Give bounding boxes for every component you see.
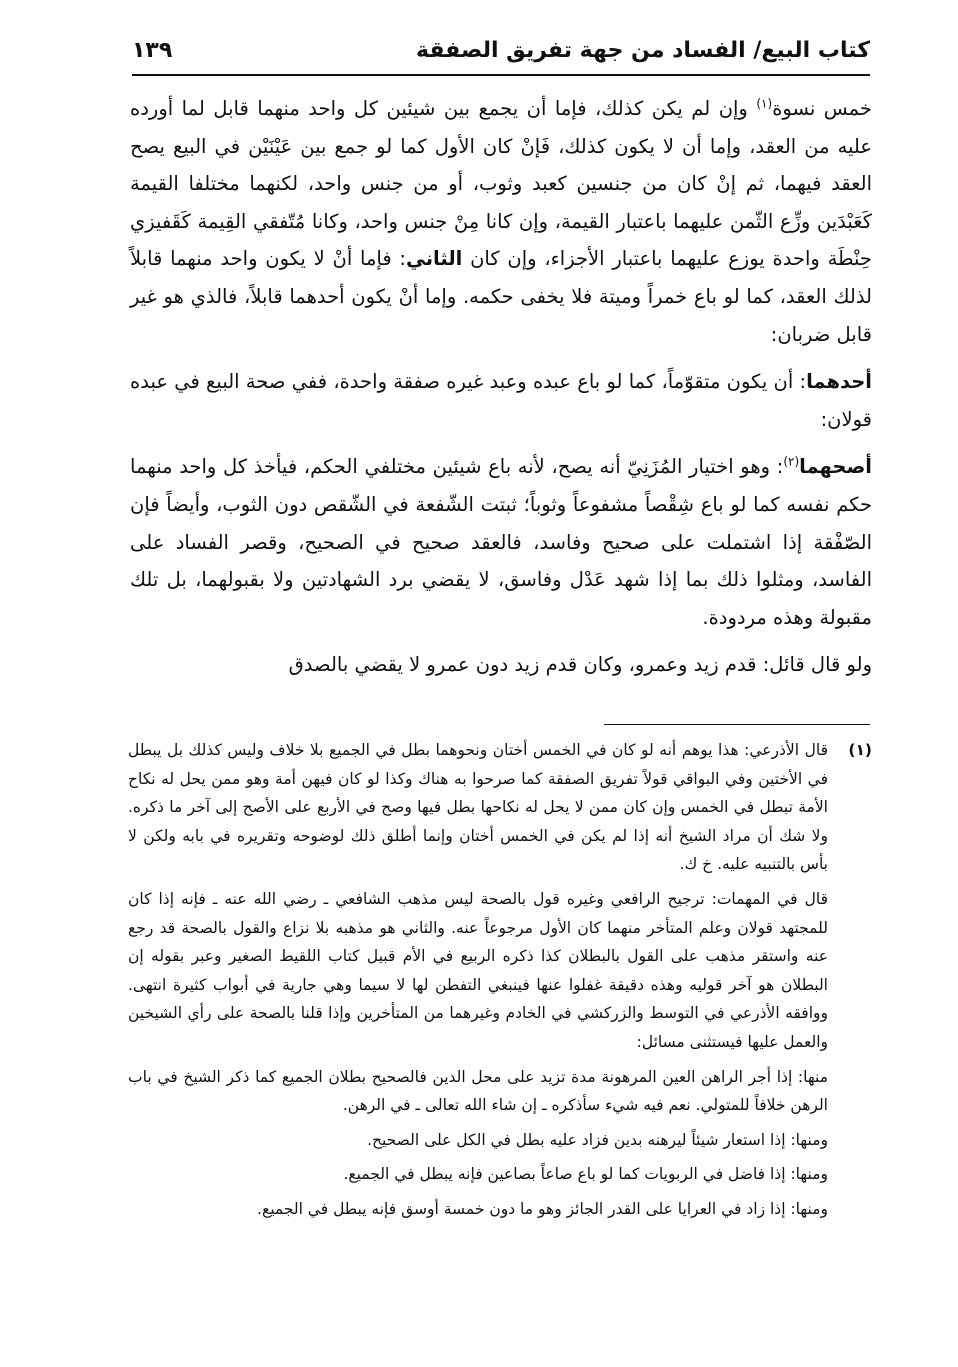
page-number: ١٣٩ — [132, 37, 173, 63]
paragraph-3 — [130, 448, 872, 636]
p2-text: : أن يكون متقوّماً، كما لو باع عبده وعبد غيره صفقة واحدة، ففي صحة البيع في عبده قولان: — [130, 370, 872, 431]
footnote-para-3: منها: إذا أجر الراهن العين المرهونة مدة تزيد على محل الدين فالصحيح بطلان الجميع كما ذكر الشيخ في باب الرهن خلافاً للمتولي. نعم فيه شيء سأذكره ـ إن شاء الله تعالى ـ في الرهن. — [128, 1067, 828, 1115]
p1-term: الثاني — [406, 247, 463, 271]
p1-b: : فإما أنْ لا يكون واحد منهما قابلاً لذلك العقد، كما لو باع خمراً وميتة فلا يخفى حكمه. وإما أنْ يكون أحدهما قابلاً، فالذي هو غير قابل ضربان: — [130, 247, 872, 346]
footnote-body — [128, 736, 828, 1230]
footnote-para-2: قال في المهمات: ترجيح الرافعي وغيره قول بالصحة ليس مذهب الشافعي ـ رضي الله عنه ـ فإنه إذا كان للمجتهد قولان وعلم المتأخر منهما كان الأول مرجوعاً عنه. والثاني هو مذهبه بلا نزاع والقول بالصحة قد رجع عنه واستقر مذهب على القول بالبطلان كذا ذكره الربيع في الأم قبيل كتاب اللقيط الصغير وعبر بقوله إن البطلان هو آخر قوليه وهذه دقيقة غفلوا عنها فينبغي التفطن لها لا سيما وهي جارية في أبواب كثيرة انتهى. ووافقه الأذرعي في التوسط والزركشي في الخادم وغيرهما من المتأخرين وإذا قلنا بالصحة على رأي الشيخين والعمل عليها فيستثنى مسائل: — [128, 889, 828, 1051]
running-title: كتاب البيع/ الفساد من جهة تفريق الصفقة — [416, 37, 870, 63]
footnote-1 — [128, 736, 872, 1230]
footnote-number: (١) — [848, 741, 872, 759]
footnote-para-6: ومنها: إذا زاد في العرايا على القدر الجائز وهو ما دون خمسة أوسق فإنه يبطل في الجميع. — [257, 1199, 828, 1218]
paragraph-1 — [130, 90, 872, 353]
p2-term: أحدهما — [806, 370, 872, 394]
footnote-separator — [604, 724, 870, 725]
running-header — [132, 30, 870, 70]
p1-pre: خمس نسوة — [772, 97, 872, 120]
footnote-para-1: قال الأذرعي: هذا يوهم أنه لو كان في الخمس أختان ونحوهما بطل في الجميع بلا خلاف وليس كذلك بل يبطل في الأختين وفي البواقي قولاً تفريق الصفقة كما صرحوا به هناك وكذا لو كان فيهن أمة وهو ممن يحل له نكاح الأمة تبطل في الخمس وإن كان ممن لا يحل له نكاحها بطل فيها وصح في الأربع على الأصح إلى آخر ما ذكره. ولا شك أن مراد الشيخ أنه إذا لم يكن في الخمس أختان وإنما أطلق ذلك لوضوحه وتقريره في بابه ولكن لا بأس بالتنبيه عليه. خ ك. — [128, 741, 828, 874]
p1-a: وإن لم يكن كذلك، فإما أن يجمع بين شيئين كل واحد منهما قابل لما أورده عليه من العقد، وإما أن لا يكون كذلك، فَإنْ كان الأول كما لو جمع بين عَيْنَيْن في البيع يصح العقد فيهما، ثم إنْ كان من جنسين كعبد وثوب، أو من جنس واحد، لكنهما مختلفا القيمة كَعَبْدَين وزِّع الثّمن عليهما باعتبار القيمة، وإن كانا مِنْ جنس واحد، وكانا مُتّفقي القِيمة كَقَفيزي حِنْطَة واحدة يوزع عليهما باعتبار الأجزاء، وإن كان — [130, 97, 872, 271]
footnote-para-4: ومنها: إذا استعار شيئاً ليرهنه بدين فزاد عليه بطل في الكل على الصحيح. — [367, 1130, 828, 1149]
p3-text: : وهو اختيار المُزَنِيّ أنه يصح، لأنه باع شيئين مختلفي الحكم، فيأخذ كل واحد منهما حكم نفسه كما لو باع شِقْصاً مشفوعاً وثوباً؛ ثبتت الشّفعة في الشّقص دون الثوب، وأيضاً فإن الصّفْقة إذا اشتملت على صحيح وفاسد، فالعقد صحيح في الصحيح، وقصر الفساد على الفاسد، ومثلوا ذلك بما إذا شهد عَدْل وفاسق، لا يقضي برد الشهادتين ولا بقبولهما، بل تلك مقبولة وهذه مردودة. — [130, 455, 872, 629]
p4-text: ولو قال قائل: قدم زيد وعمرو، وكان قدم زيد دون عمرو لا يقضي بالصدق — [288, 653, 872, 677]
main-text — [130, 90, 872, 694]
header-rule — [132, 74, 870, 76]
footnotes — [128, 736, 872, 1230]
footnote-ref-1: (١) — [756, 96, 773, 111]
paragraph-2 — [130, 363, 872, 438]
paragraph-4 — [130, 646, 872, 684]
footnote-ref-2: (٢) — [783, 454, 800, 469]
footnote-para-5: ومنها: إذا فاضل في الربويات كما لو باع صاعاً بصاعين فإنه يبطل في الجميع. — [343, 1165, 828, 1184]
p3-term: أصحهما — [799, 455, 872, 479]
